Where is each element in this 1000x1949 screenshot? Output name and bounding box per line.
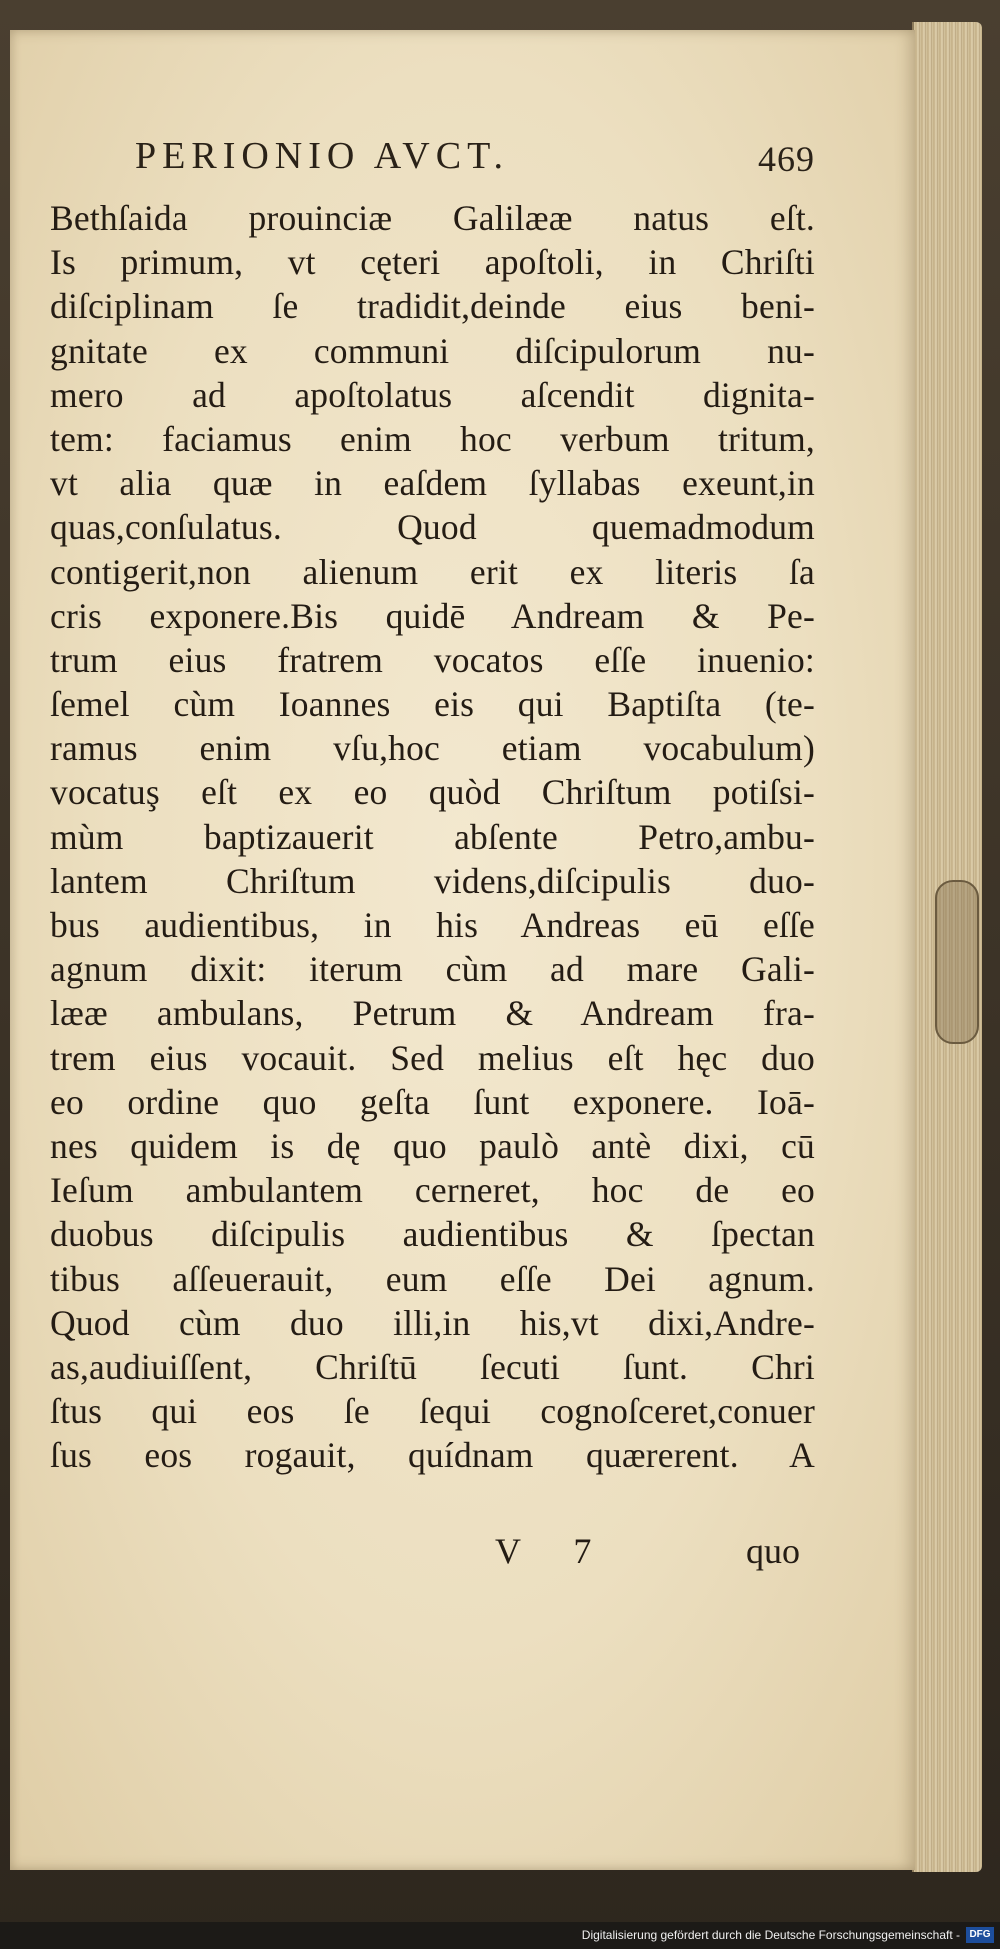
signature-mark: V 7 [495,1531,614,1571]
text-line: diſciplinam ſe tradidit,deinde eius beni- [50,286,815,327]
text-line: ramus enim vſu,hoc etiam vocabulum) [50,728,815,769]
text-line: nes quidem is dę quo paulò antè dixi, cū [50,1125,815,1166]
text-line: vocatuş eſt ex eo quòd Chriſtum potiſsi- [50,772,815,813]
text-line: Is primum, vt cęteri apoſtoli, in Chriſti [50,242,815,283]
text-line: bus audientibus, in his Andreas eū eſſe [50,905,815,945]
digitization-footer [0,1922,1000,1949]
text-line: as,audiuiſſent, Chriſtū ſecuti ſunt. Chri [50,1346,815,1387]
text-line: cris exponere.Bis quidē Andream & Pe- [50,595,815,636]
text-line: ſus eos rogauit, quídnam quærerent. A [50,1435,815,1476]
dfg-logo: DFG [966,1927,994,1943]
body-text [50,196,815,1477]
text-line: eo ordine quo geſta ſunt exponere. Ioā- [50,1081,815,1122]
text-line: quas,conſulatus. Quod quemadmodum [50,507,815,548]
catchline [50,1530,815,1580]
text-line: mero ad apoſtolatus aſcendit dignita- [50,374,815,415]
binding-clip [935,880,979,1044]
text-line: trem eius vocauit. Sed melius eſt hęc duo [50,1037,815,1078]
text-line: lææ ambulans, Petrum & Andream fra- [50,993,815,1034]
catchword: quo [746,1531,800,1571]
page-header [125,130,815,194]
text-line: ſemel cùm Ioannes eis qui Baptiſta (te- [50,684,815,725]
funding-credit: Digitalisierung gefördert durch die Deutsche Forschungsgemeinschaft - [581,1928,960,1942]
text-line: agnum dixit: iterum cùm ad mare Gali- [50,949,815,990]
text-line: Ieſum ambulantem cerneret, hoc de eo [50,1170,815,1211]
text-line: gnitate ex communi diſcipulorum nu- [50,330,815,371]
page-number: 469 [758,139,815,179]
text-line: contigerit,non alienum erit ex literis ſa [50,551,815,592]
running-head: PERIONIO AVCT. [135,135,509,177]
text-line: tem: faciamus enim hoc verbum tritum, [50,418,815,459]
text-line: duobus diſcipulis audientibus & ſpectan [50,1214,815,1255]
text-line: vt alia quæ in eaſdem ſyllabas exeunt,in [50,463,815,504]
book-page [10,30,915,1870]
text-line: Quod cùm duo illi,in his,vt dixi,Andre- [50,1302,815,1343]
text-line: ſtus qui eos ſe ſequi cognoſceret,conuer [50,1391,815,1432]
text-line: lantem Chriſtum videns,diſcipulis duo- [50,860,815,901]
text-line: mùm baptizauerit abſente Petro,ambu- [50,816,815,857]
text-line: tibus aſſeuerauit, eum eſſe Dei agnum. [50,1258,815,1299]
text-line: Bethſaida prouinciæ Galilææ natus eſt. [50,198,815,238]
text-line: trum eius fratrem vocatos eſſe inuenio: [50,639,815,680]
